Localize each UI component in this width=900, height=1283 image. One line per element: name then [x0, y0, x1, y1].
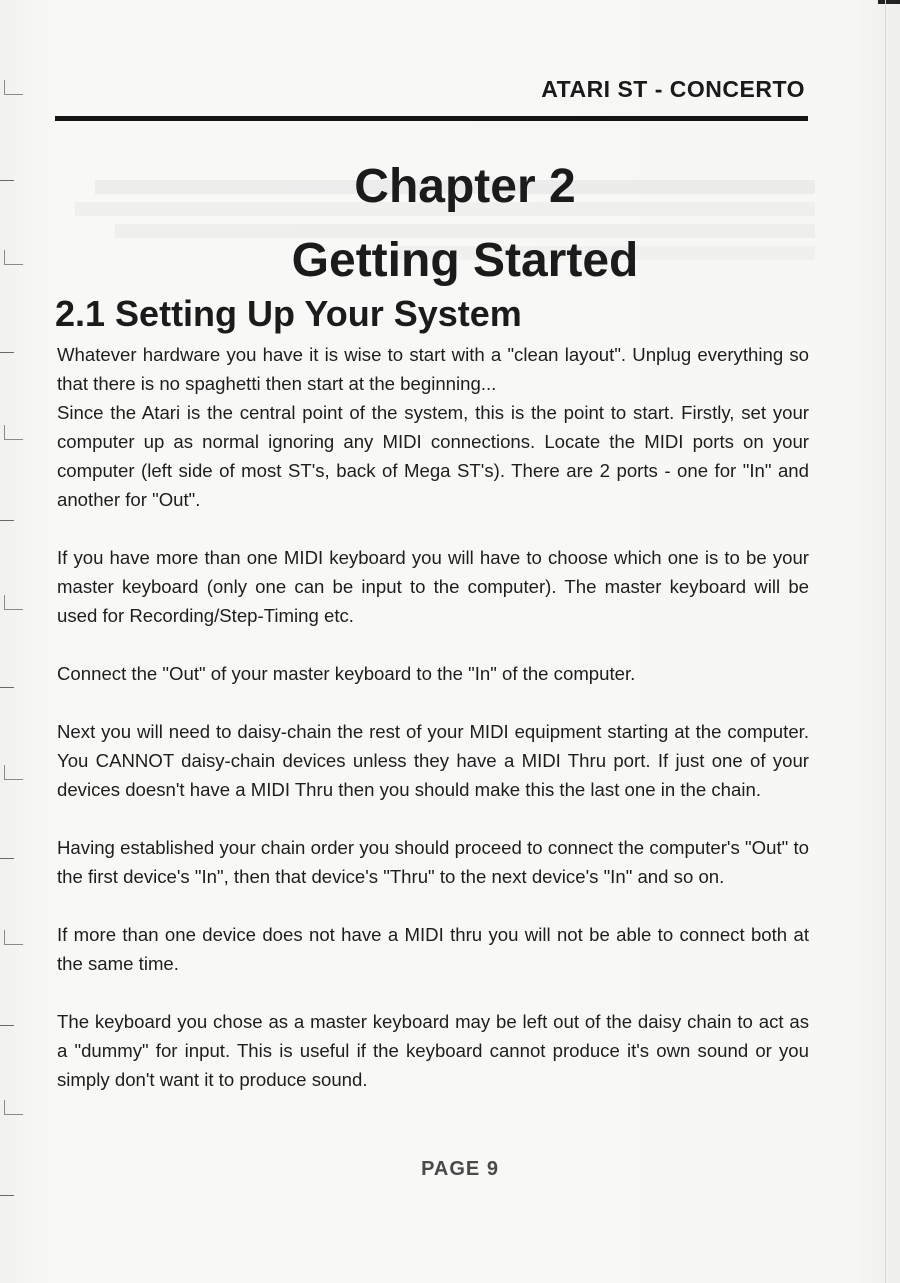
- binding-mark: [0, 858, 14, 859]
- chapter-number: Chapter 2: [354, 160, 576, 213]
- binding-mark: [4, 425, 23, 440]
- paragraph: Connect the "Out" of your master keyboard to the "In" of the computer.: [57, 663, 636, 684]
- binding-mark: [4, 1100, 23, 1115]
- corner-mark: [878, 0, 900, 4]
- binding-mark: [4, 595, 23, 610]
- binding-mark: [0, 1195, 14, 1196]
- paragraph: Next you will need to daisy-chain the rest of your MIDI equipment starting at the computer. You CANNOT daisy-chain devices unless they have a MIDI Thru port. If just one of your devices doesn't have a MIDI Thru then you should make this the last one in the chain.: [57, 721, 809, 800]
- chapter-title: [0, 150, 900, 298]
- section-heading: 2.1 Setting Up Your System: [55, 293, 522, 334]
- paragraph: Since the Atari is the central point of the system, this is the point to start. Firstly, set your computer up as normal ignoring any MIDI connections. Locate the MIDI ports on your computer (left side of most ST's, back of Mega ST's). There are 2 ports - one for "In" and another for "Out".: [57, 402, 809, 510]
- binding-mark: [0, 687, 14, 688]
- binding-mark: [0, 352, 14, 353]
- paragraph: If you have more than one MIDI keyboard you will have to choose which one is to be your master keyboard (only one can be input to the computer). The master keyboard will be used for Recording/Step-Timing etc.: [57, 547, 809, 626]
- paragraph: The keyboard you chose as a master keyboard may be left out of the daisy chain to act as a "dummy" for input. This is useful if the keyboard cannot produce it's own sound or you simply don't want it to produce sound.: [57, 1011, 809, 1090]
- binding-mark: [4, 80, 23, 95]
- page-number-label: PAGE 9: [421, 1158, 499, 1180]
- binding-mark: [0, 520, 14, 521]
- body-text: [57, 340, 809, 1094]
- paragraph: Whatever hardware you have it is wise to start with a "clean layout". Unplug everything so that there is no spaghetti then start at the beginning...: [57, 344, 809, 394]
- binding-mark: [4, 765, 23, 780]
- page-number: [0, 1158, 900, 1181]
- binding-mark: [4, 930, 23, 945]
- paragraph: Having established your chain order you should proceed to connect the computer's "Out" to the first device's "In", then that device's "Thru" to the next device's "In" and so on.: [57, 837, 809, 887]
- running-header: ATARI ST - CONCERTO: [541, 76, 805, 102]
- binding-mark: [0, 1025, 14, 1026]
- chapter-name: Getting Started: [291, 234, 639, 287]
- paragraph: If more than one device does not have a MIDI thru you will not be able to connect both at the same time.: [57, 924, 809, 974]
- header-rule: [55, 116, 808, 121]
